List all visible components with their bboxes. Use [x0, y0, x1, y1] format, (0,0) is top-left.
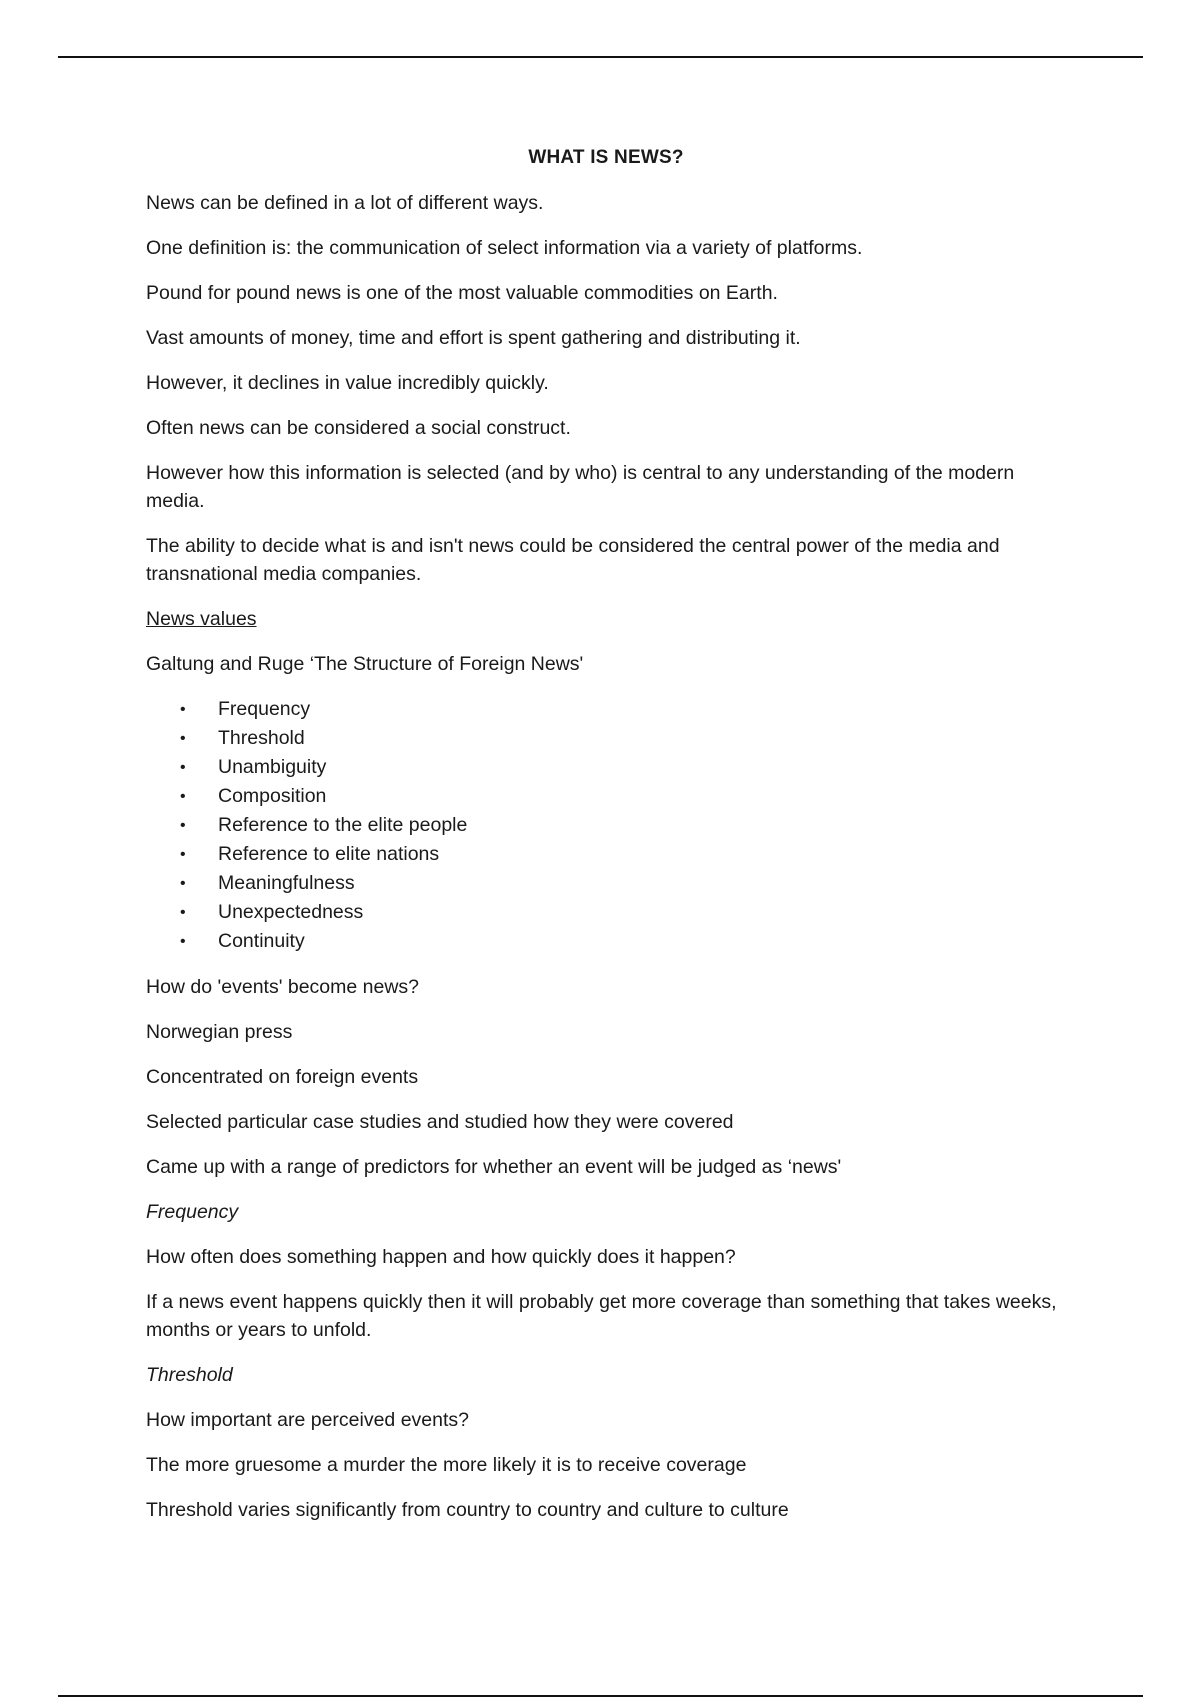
list-item: [146, 695, 1066, 724]
list-item: [146, 724, 1066, 753]
list-item-label: Meaningfulness: [218, 872, 355, 894]
intro-paragraph: Pound for pound news is one of the most valuable commodities on Earth.: [146, 282, 778, 304]
list-item: [146, 782, 1066, 811]
list-item-label: Composition: [218, 785, 327, 807]
bullet-icon: •: [180, 759, 186, 776]
intro-paragraph: Often news can be considered a social construct.: [146, 417, 571, 439]
list-item-label: Unambiguity: [218, 756, 327, 778]
list-item-label: Threshold: [218, 727, 305, 749]
list-item-label: Frequency: [218, 698, 311, 720]
bullet-icon: •: [180, 933, 186, 950]
study-paragraph: Concentrated on foreign events: [146, 1066, 419, 1088]
subheading-threshold: Threshold: [146, 1364, 233, 1386]
frequency-paragraph: How often does something happen and how quickly does it happen?: [146, 1246, 736, 1268]
intro-paragraph: Vast amounts of money, time and effort is spent gathering and distributing it.: [146, 327, 801, 349]
bullet-icon: •: [180, 846, 186, 863]
bullet-icon: •: [180, 701, 186, 718]
footer-rule: [58, 1695, 1143, 1697]
document-title: WHAT IS NEWS?: [528, 147, 684, 168]
study-paragraph: Norwegian press: [146, 1021, 293, 1043]
list-item: [146, 869, 1066, 898]
intro-paragraph: One definition is: the communication of select information via a variety of platforms.: [146, 237, 863, 259]
bullet-icon: •: [180, 817, 186, 834]
study-paragraph: How do 'events' become news?: [146, 976, 420, 998]
news-values-list: [146, 695, 1066, 956]
list-item-label: Reference to elite nations: [218, 843, 440, 865]
threshold-paragraph: The more gruesome a murder the more likely it is to receive coverage: [146, 1454, 747, 1476]
list-item-label: Continuity: [218, 930, 305, 952]
intro-paragraph: News can be defined in a lot of different ways.: [146, 192, 544, 214]
threshold-paragraph: Threshold varies significantly from country to country and culture to culture: [146, 1499, 789, 1521]
bullet-icon: •: [180, 904, 186, 921]
source-line: Galtung and Ruge ‘The Structure of Foreign News': [146, 653, 584, 675]
bullet-icon: •: [180, 730, 186, 747]
section-heading-news-values: News values: [146, 608, 257, 630]
document-body: [146, 144, 1066, 1541]
list-item-label: Reference to the elite people: [218, 814, 468, 836]
list-item: [146, 927, 1066, 956]
subheading-frequency: Frequency: [146, 1201, 239, 1223]
bullet-icon: •: [180, 875, 186, 892]
study-paragraph: Selected particular case studies and studied how they were covered: [146, 1111, 734, 1133]
list-item: [146, 811, 1066, 840]
header-rule: [58, 56, 1143, 58]
list-item: [146, 753, 1066, 782]
intro-paragraph: However, it declines in value incredibly quickly.: [146, 372, 549, 394]
list-item-label: Unexpectedness: [218, 901, 364, 923]
threshold-paragraph: How important are perceived events?: [146, 1409, 469, 1431]
intro-paragraph: The ability to decide what is and isn't news could be considered the central power of the media and transnational media companies.: [146, 535, 1000, 585]
frequency-paragraph: If a news event happens quickly then it will probably get more coverage than something that takes weeks, months or years to unfold.: [146, 1291, 1057, 1341]
intro-paragraph: However how this information is selected (and by who) is central to any understanding of the modern media.: [146, 462, 1015, 512]
bullet-icon: •: [180, 788, 186, 805]
list-item: [146, 840, 1066, 869]
study-paragraph: Came up with a range of predictors for whether an event will be judged as ‘news': [146, 1156, 842, 1178]
list-item: [146, 898, 1066, 927]
